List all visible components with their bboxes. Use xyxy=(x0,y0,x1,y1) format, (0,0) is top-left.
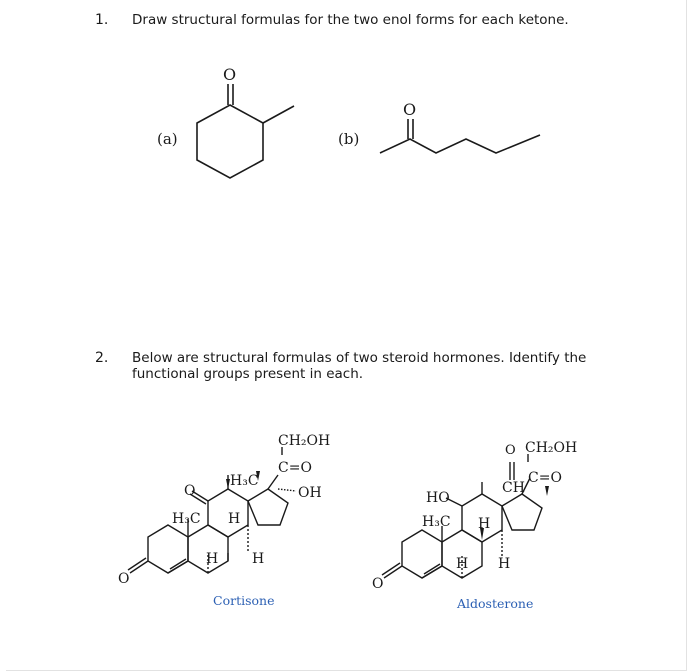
question-2-number: 2. xyxy=(95,350,109,366)
question-2-text-line1: Below are structural formulas of two steroid hormones. Identify the xyxy=(132,350,587,366)
aldosterone-h-2: H xyxy=(456,556,469,572)
aldosterone-ch: CH xyxy=(502,480,525,496)
molecule-b-hexanone xyxy=(378,95,548,165)
label-a: (a) xyxy=(157,130,178,148)
cortisone-oh: OH xyxy=(298,485,322,501)
cortisone-o-enone: O xyxy=(118,571,130,587)
question-2-text-line2: functional groups present in each. xyxy=(132,366,364,382)
aldosterone-h3c: H₃C xyxy=(422,514,451,530)
aldosterone-h-3: H xyxy=(498,556,511,572)
cortisone-co: C=O xyxy=(278,460,312,476)
cortisone-h-3: H xyxy=(252,551,265,567)
question-1-text: Draw structural formulas for the two enol forms for each ketone. xyxy=(132,12,569,28)
molecule-cortisone xyxy=(110,425,355,595)
atom-o-b: O xyxy=(403,100,417,119)
caption-cortisone: Cortisone xyxy=(213,593,275,608)
cortisone-h-1: H xyxy=(228,511,241,527)
aldosterone-ho: HO xyxy=(426,490,450,506)
question-1-number: 1. xyxy=(95,12,109,28)
aldosterone-o-ald: O xyxy=(505,443,516,458)
cortisone-ch2oh: CH₂OH xyxy=(278,433,331,449)
cortisone-h-2: H xyxy=(206,551,219,567)
aldosterone-o-enone: O xyxy=(372,576,384,592)
aldosterone-h-1: H xyxy=(478,516,491,532)
atom-o-a: O xyxy=(223,65,237,84)
molecule-a-methylcyclohexanone xyxy=(190,60,310,185)
aldosterone-ch2oh: CH₂OH xyxy=(525,440,578,456)
label-b: (b) xyxy=(338,130,360,148)
aldosterone-co: C=O xyxy=(528,470,562,486)
cortisone-h3c-top: H₃C xyxy=(230,473,259,489)
caption-aldosterone: Aldosterone xyxy=(457,596,534,611)
molecule-aldosterone xyxy=(372,432,587,597)
cortisone-o-ketone: O xyxy=(184,483,196,499)
cortisone-h3c-left: H₃C xyxy=(172,511,201,527)
